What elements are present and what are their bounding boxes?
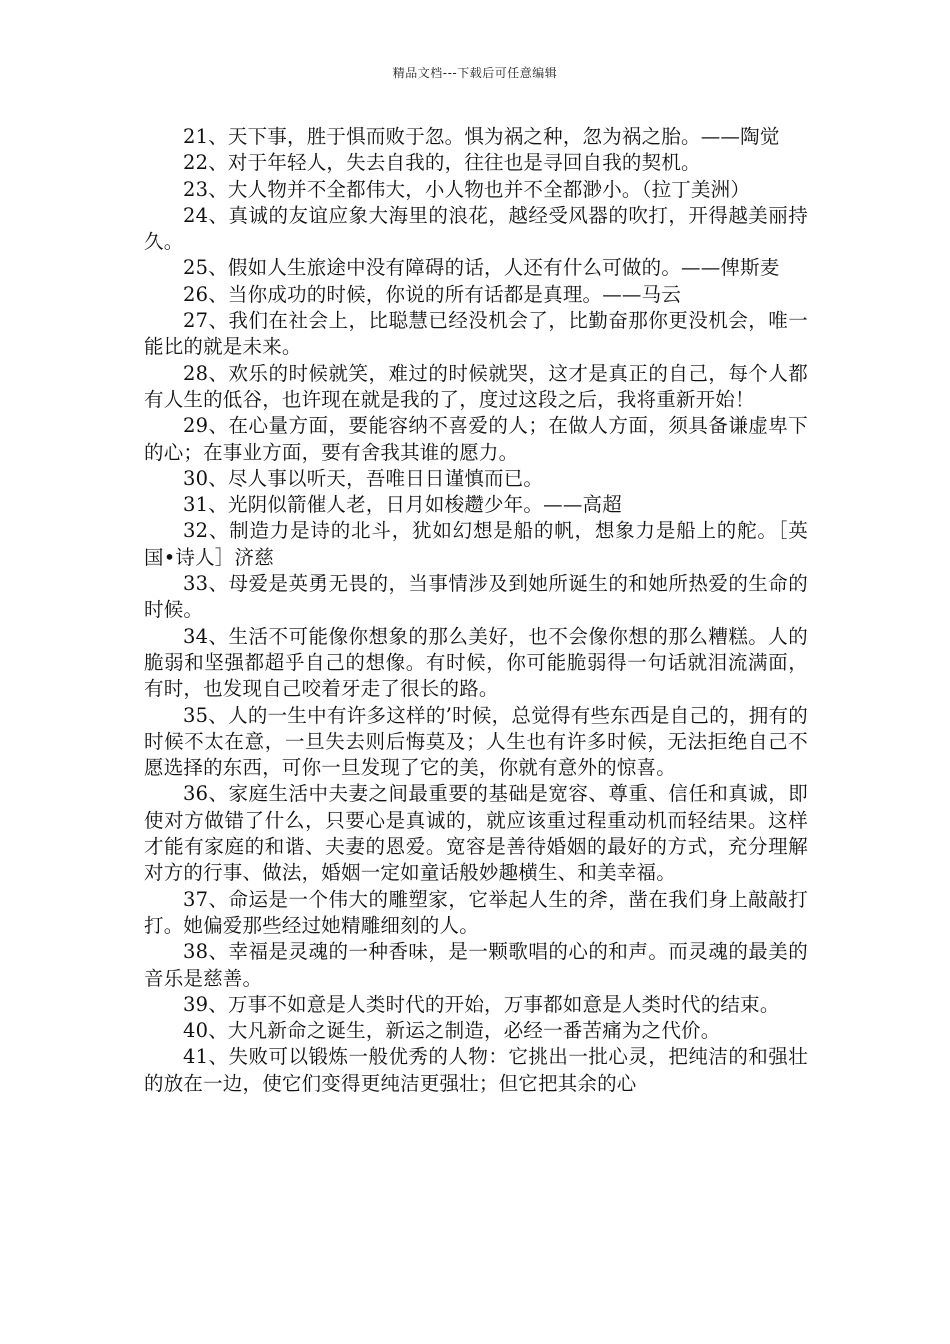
document-body <box>144 124 808 1097</box>
quote-paragraph: 30、尽人事以听天，吾唯日日谨慎而已。 <box>183 466 544 490</box>
quote-paragraph: 24、真诚的友谊应象大海里的浪花，越经受风器的吹打，开得越美丽持久。 <box>144 203 808 254</box>
quote-paragraph: 34、生活不可能像你想象的那么美好，也不会像你想的那么糟糕。人的脆弱和坚强都超乎自己的想像。有时候，你可能脆弱得一句话就泪流满面，有时，也发现自己咬着牙走了很长的路。 <box>144 624 808 701</box>
quote-paragraph: 22、对于年轻人，失去自我的，往往也是寻回自我的契机。 <box>183 151 701 175</box>
quote-paragraph: 37、命运是一个伟大的雕塑家，它举起人生的斧，凿在我们身上敲敲打打。她偏爱那些经过她精雕细刻的人。 <box>144 887 808 937</box>
quote-paragraph: 29、在心量方面，要能容纳不喜爱的人；在做人方面，须具备谦虚卑下的心；在事业方面，要有舍我其谁的愿力。 <box>144 414 808 464</box>
quote-paragraph: 23、大人物并不全都伟大，小人物也并不全都渺小。（拉丁美洲） <box>183 177 751 201</box>
quote-paragraph: 21、天下事，胜于惧而败于忽。惧为祸之种，忽为祸之胎。——陶觉 <box>183 125 780 148</box>
quote-paragraph: 33、母爱是英勇无畏的，当事情涉及到她所诞生的和她所热爱的生命的时候。 <box>144 572 808 622</box>
quote-paragraph: 31、光阴似箭催人老，日月如梭趱少年。——高超 <box>183 493 622 517</box>
quote-paragraph: 26、当你成功的时候，你说的所有话都是真理。——马云 <box>183 282 682 306</box>
quote-paragraph: 36、家庭生活中夫妻之间最重要的基础是宽容、尊重、信任和真诚，即使对方做错了什么，只要心是真诚的，就应该重过程重动机而轻结果。这样才能有家庭的和谐、夫妻的恩爱。宽容是善待婚姻的最好的方式，充分理解对方的行事、做法，婚姻一定如童话般妙趣横生、和美幸福。 <box>144 782 808 885</box>
quote-paragraph: 32、制造力是诗的北斗，犹如幻想是船的帆，想象力是船上的舵。［英国•诗人］济慈 <box>144 519 808 569</box>
quote-paragraph: 40、大凡新命之诞生，新运之制造，必经一番苦痛为之代价。 <box>183 1019 721 1043</box>
quote-paragraph: 25、假如人生旅途中没有障碍的话，人还有什么可做的。——俾斯麦 <box>183 256 780 280</box>
quote-paragraph: 27、我们在社会上，比聪慧已经没机会了，比勤奋那你更没机会，唯一能比的就是未来。 <box>144 309 808 359</box>
quote-paragraph: 39、万事不如意是人类时代的开始，万事都如意是人类时代的结束。 <box>183 992 780 1016</box>
quote-paragraph: 41、失败可以锻炼一般优秀的人物：它挑出一批心灵，把纯洁的和强壮 的放在一边，使它们变得更纯洁更强壮；但它把其余的心 <box>144 1045 808 1095</box>
quote-paragraph: 38、幸福是灵魂的一种香味，是一颗歌唱的心的和声。而灵魂的最美的音乐是慈善。 <box>144 940 808 990</box>
page-header: 精品文档---下载后可任意编辑 <box>392 66 558 80</box>
quote-paragraph: 28、欢乐的时候就笑，难过的时候就哭，这才是真正的自己，每个人都有人生的低谷，也许现在就是我的了，度过这段之后，我将重新开始！ <box>144 361 808 411</box>
quote-paragraph: 35、人的一生中有许多这样的’时候，总觉得有些东西是自己的，拥有的时候不太在意，一旦失去则后悔莫及；人生也有许多时候，无法拒绝自己不愿选择的东西，可你一旦发现了它的美，你就有意外的惊喜。 <box>144 703 808 780</box>
